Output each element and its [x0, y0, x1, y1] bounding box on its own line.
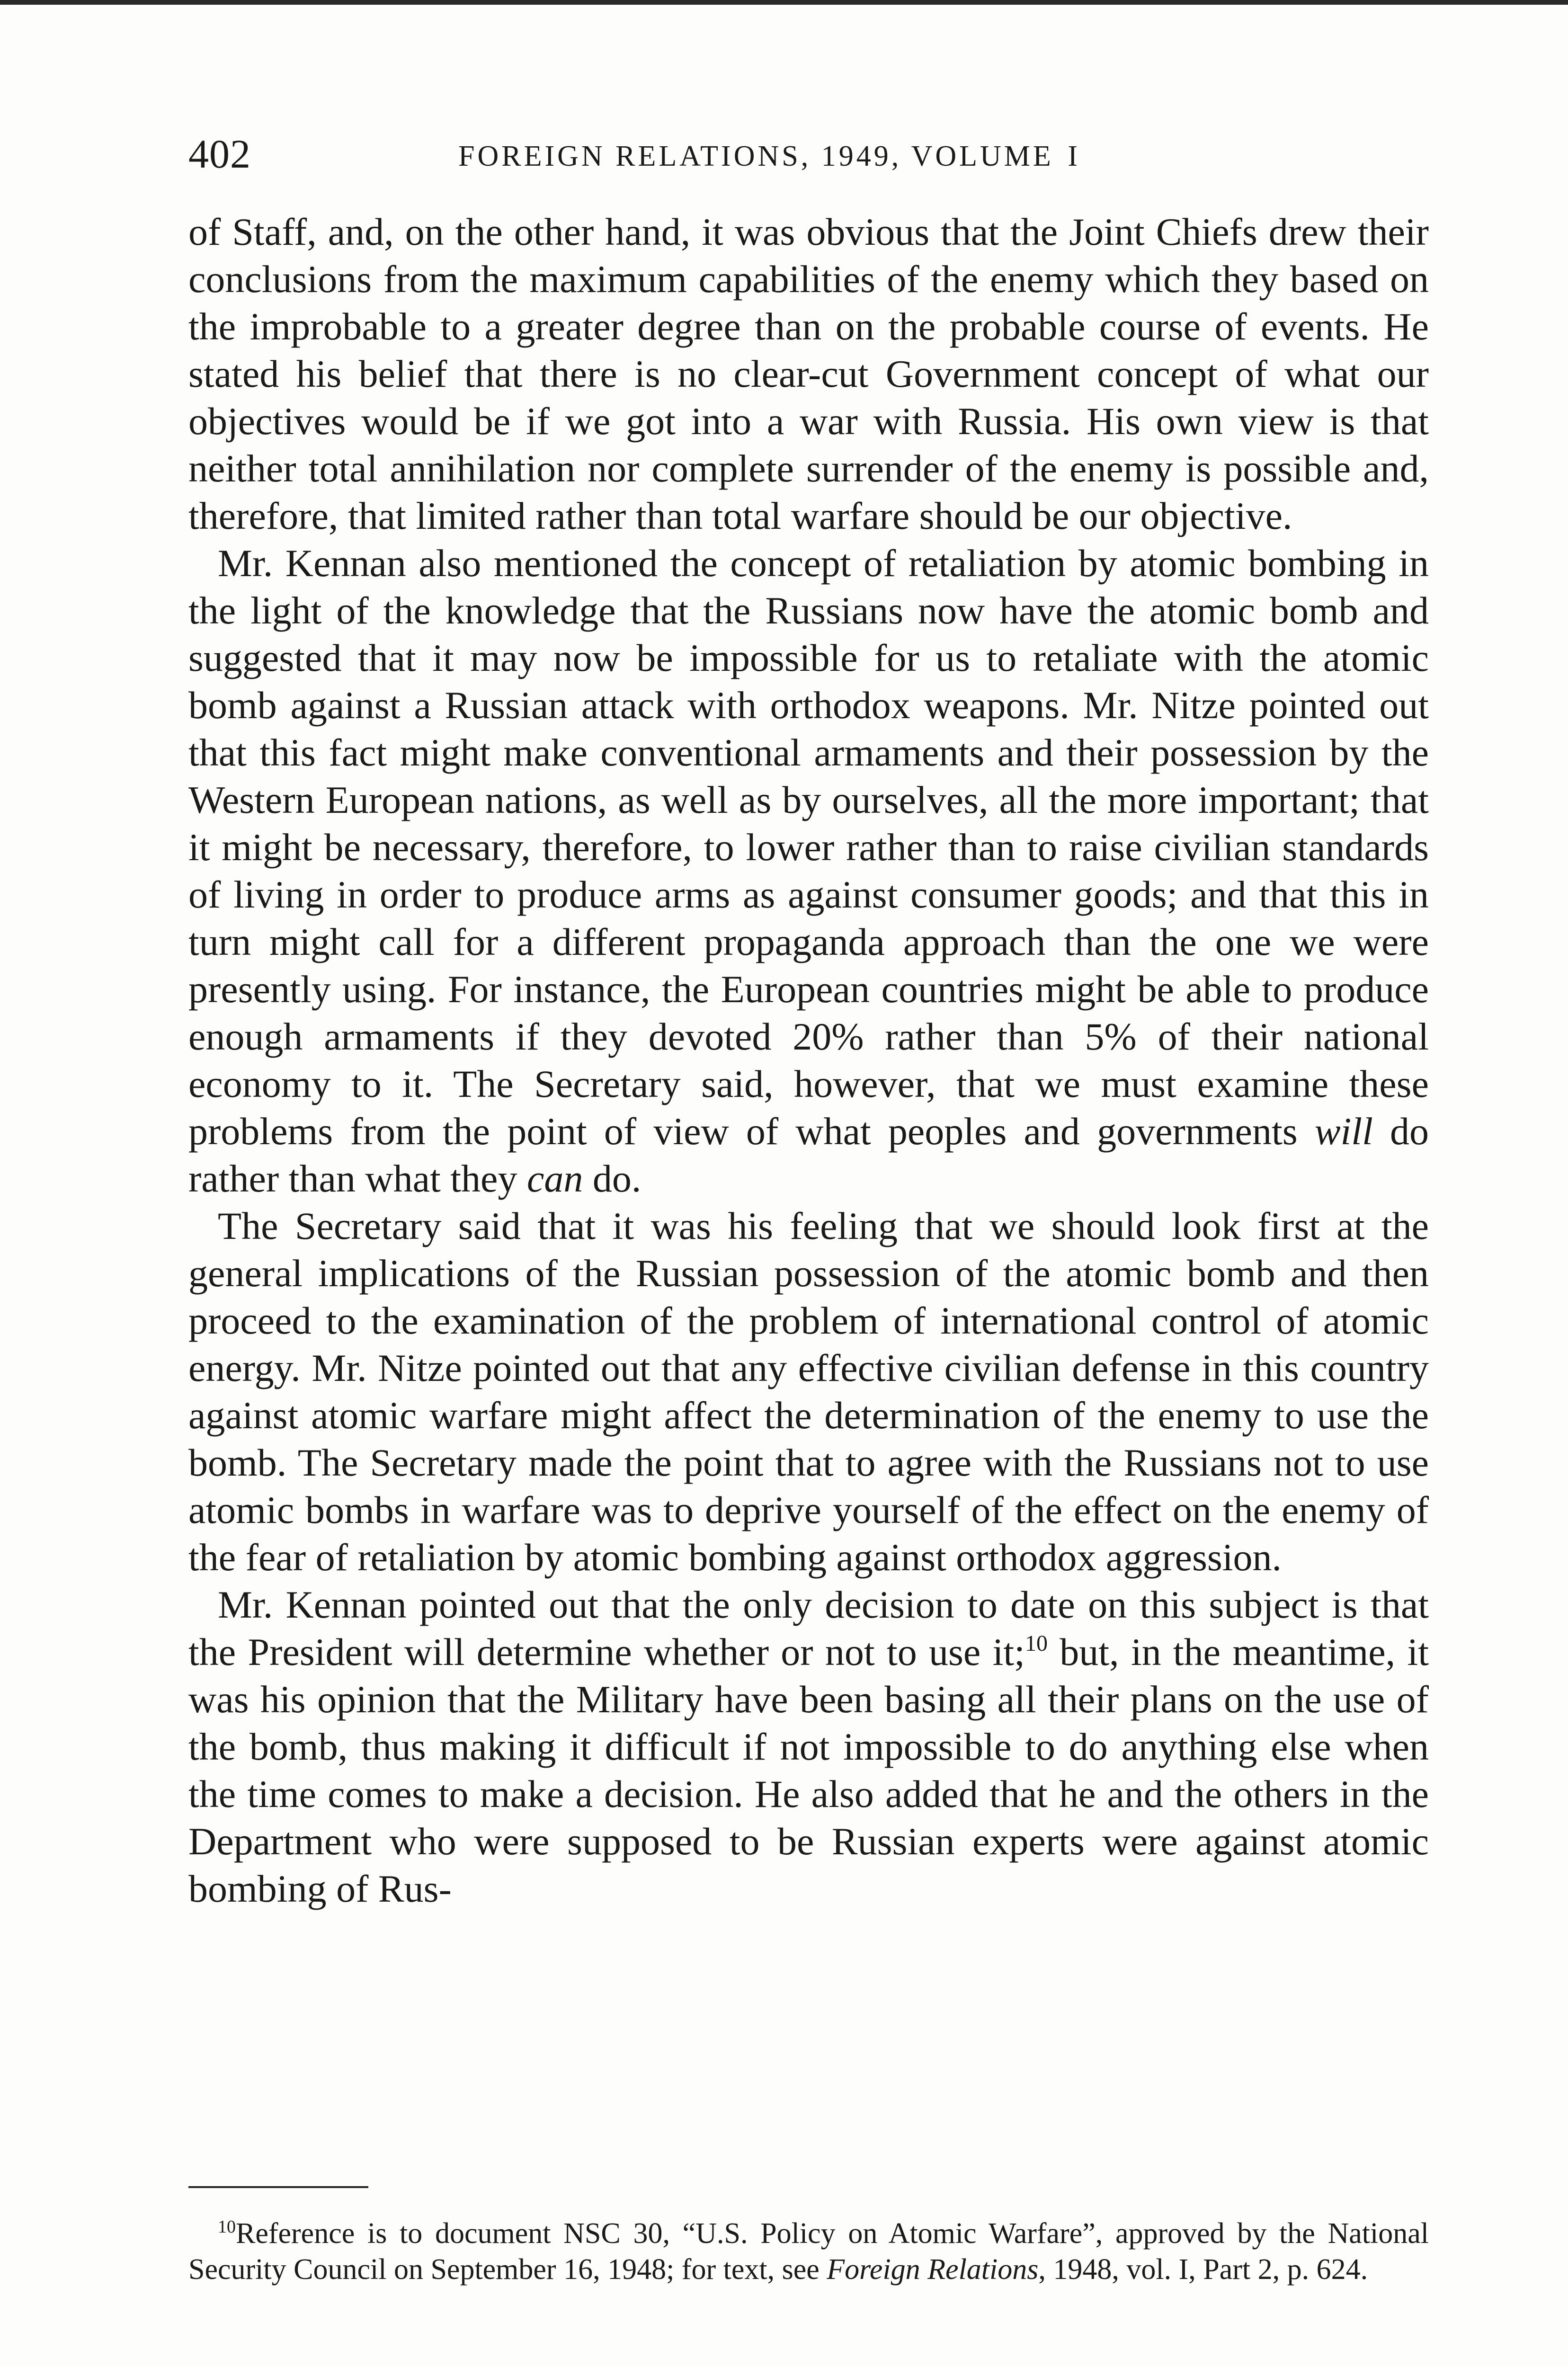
- running-head-volume: I: [1068, 140, 1080, 172]
- paragraph-4: [188, 1581, 1429, 1913]
- paragraph-2-text-c: do.: [592, 1157, 641, 1200]
- paragraph-3: The Secretary said that it was his feeling that we should look first at the general implications of the Russian possession of the atomic bomb and then proceed to the examination of the problem of international control of atomic energy. Mr. Nitze pointed out that any effective civilian defense in this country against atomic warfare might affect the determination of the enemy to use the bomb. The Secretary made the point that to agree with the Russians not to use atomic bombs in warfare was to deprive yourself of the effect on the enemy of the fear of retaliation by atomic bombing against orthodox aggression.: [188, 1204, 1429, 1579]
- running-head-title: FOREIGN RELATIONS, 1949, VOLUME: [458, 140, 1054, 172]
- emphasis-will: will: [1314, 1110, 1373, 1153]
- footnote: [188, 2216, 1429, 2287]
- footnote-text-b: , 1948, vol. I, Part 2, p. 624.: [1038, 2253, 1368, 2286]
- paragraph-4-text-b: but, in the meantime, it was his opinion that the Military have been basing all their plans on the use of the bomb, thus making it difficult if not impossible to do anything else when the time comes to make a decision. He also added that he and the others in the Department who were supposed to be Russian experts were against atomic bombing of Rus-: [188, 1630, 1429, 1910]
- paragraph-2-text-b: do rather than what they: [188, 1110, 1429, 1200]
- paragraph-1: of Staff, and, on the other hand, it was obvious that the Joint Chiefs drew their conclusions from the maximum capabilities of the enemy which they based on the improbable to a greater degree than on the probable course of events. He stated his belief that there is no clear-cut Government concept of what our objectives would be if we got into a war with Russia. His own view is that neither total annihilation nor complete surrender of the enemy is possible and, therefore, that limited rather than total warfare should be our objective.: [188, 210, 1429, 537]
- paragraph-2: [188, 540, 1429, 1202]
- paragraph-2-text-a: Mr. Kennan also mentioned the concept of retaliation by atomic bombing in the light of the knowledge that the Russians now have the atomic bomb and suggested that it may now be impossible for us to retaliate with the atomic bomb against a Russian attack with orthodox weapons. Mr. Nitze pointed out that this fact might make conventional armaments and their possession by the Western European nations, as well as by ourselves, all the more important; that it might be necessary, therefore, to lower rather than to raise civilian standards of living in order to produce arms as against consumer goods; and that this in turn might call for a different propaganda approach than the one we were presently using. For instance, the European countries might be able to produce enough armaments if they devoted 20% rather than 5% of their national economy to it. The Secretary said, however, that we must examine these problems from the point of view of what peoples and governments: [188, 542, 1429, 1153]
- footnote-reference[interactable]: 10: [1025, 1631, 1048, 1656]
- page-header: [188, 128, 1429, 180]
- page-number: 402: [188, 131, 251, 177]
- footnote-divider: [188, 2186, 368, 2188]
- footnote-text: [188, 2216, 1429, 2287]
- footnote-title: Foreign Relations: [827, 2253, 1039, 2286]
- footnote-text-a: Reference is to document NSC 30, “U.S. Policy on Atomic Warfare”, approved by the National Security Council on September 16, 1948; for text, see: [188, 2217, 1429, 2286]
- footnote-mark: 10: [218, 2217, 236, 2237]
- top-border: [0, 0, 1568, 5]
- emphasis-can: can: [526, 1157, 583, 1200]
- running-head: [458, 133, 1080, 180]
- paragraph-4-text-a: Mr. Kennan pointed out that the only decision to date on this subject is that the President will determine whether or not to use it;: [188, 1583, 1429, 1673]
- body-text: [188, 208, 1429, 1913]
